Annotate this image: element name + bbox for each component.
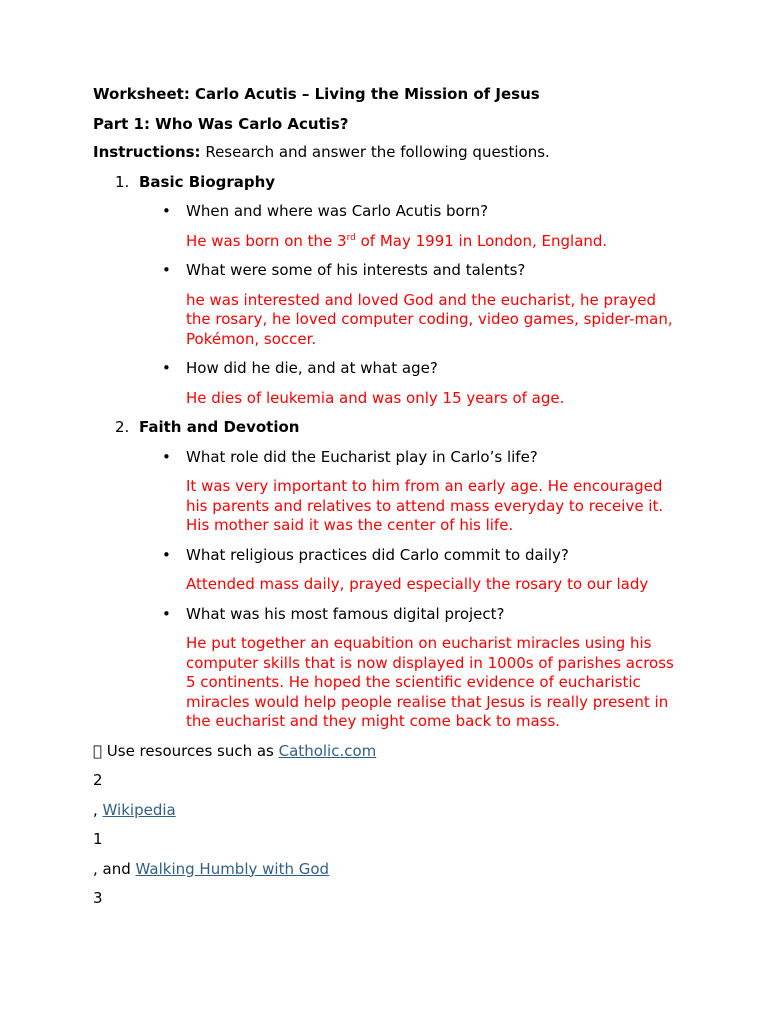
- answer-text: He dies of leukemia and was only 15 years of age.: [186, 388, 565, 407]
- answer-text: It was very important to him from an early age. He encouraged his parents and relatives to attend mass everyday to receive it. His mother said it was the center of his life.: [186, 477, 664, 534]
- section-number: 2.: [115, 418, 130, 436]
- question-text: When and where was Carlo Acutis born?: [186, 202, 489, 220]
- bullet-icon: •: [162, 202, 171, 220]
- bullet-icon: •: [162, 447, 171, 466]
- section-title: Basic Biography: [139, 172, 276, 191]
- resources-line: [93, 742, 693, 762]
- bullet-icon: •: [162, 545, 171, 564]
- question-text: What was his most famous digital project?: [186, 604, 505, 623]
- question-text: What role did the Eucharist play in Carlo’s life?: [186, 447, 538, 466]
- worksheet-title: Worksheet: Carlo Acutis – Living the Mission of Jesus: [93, 85, 540, 103]
- answer-text: Attended mass daily, prayed especially the rosary to our lady: [186, 575, 649, 593]
- question-item: [162, 261, 693, 281]
- question-item: [162, 545, 693, 566]
- answer-text: he was interested and loved God and the eucharist, he prayed the rosary, he loved computer coding, video games, spider-man, Pokémon, soccer.: [186, 290, 673, 348]
- section-title: Faith and Devotion: [139, 418, 300, 436]
- section-heading: [115, 172, 693, 193]
- question-text: What religious practices did Carlo commit to daily?: [186, 545, 569, 564]
- question-item: [162, 447, 693, 468]
- bullet-icon: •: [162, 359, 171, 377]
- section-heading: [115, 418, 693, 438]
- answer-part: He was born on the 3: [186, 231, 347, 250]
- instructions: [93, 143, 693, 163]
- section-number: 1.: [115, 172, 130, 191]
- walking-humbly-link[interactable]: Walking Humbly with God: [135, 859, 330, 878]
- catholic-com-link[interactable]: Catholic.com: [278, 741, 377, 760]
- answer-part: of May 1991 in London, England.: [355, 231, 608, 250]
- question-item: [162, 359, 693, 379]
- worksheet-page: [93, 85, 693, 919]
- resources-prefix:   Use resources such as: [93, 741, 279, 760]
- resources-line: [93, 801, 693, 821]
- answer-text: He put together an equabition on eucharist miracles using his computer skills that is now displayed in 1000s of parishes across 5 continents. He hoped the scientific evidence of eucharistic miracles would help people realise that Jesus is really present in the eucharist and they might come back to mass.: [186, 634, 674, 730]
- footnote-ref: 2: [93, 771, 103, 789]
- resources-line: [93, 860, 693, 880]
- answer-text: [186, 232, 676, 252]
- question-text: How did he die, and at what age?: [186, 359, 438, 377]
- question-text: What were some of his interests and talents?: [186, 261, 526, 279]
- question-item: [162, 202, 693, 222]
- instructions-text: Research and answer the following questions.: [200, 143, 550, 161]
- part1-heading: Part 1: Who Was Carlo Acutis?: [93, 114, 349, 133]
- instructions-label: Instructions:: [93, 143, 201, 161]
- wikipedia-link[interactable]: Wikipedia: [102, 800, 176, 819]
- separator-text: , and: [93, 859, 136, 878]
- separator-text: ,: [93, 800, 103, 819]
- bullet-icon: •: [162, 604, 171, 623]
- question-item: [162, 604, 693, 625]
- answer-superscript: rd: [346, 232, 356, 243]
- bullet-icon: •: [162, 261, 171, 279]
- footnote-ref: 3: [93, 889, 103, 907]
- footnote-ref: 1: [93, 830, 103, 848]
